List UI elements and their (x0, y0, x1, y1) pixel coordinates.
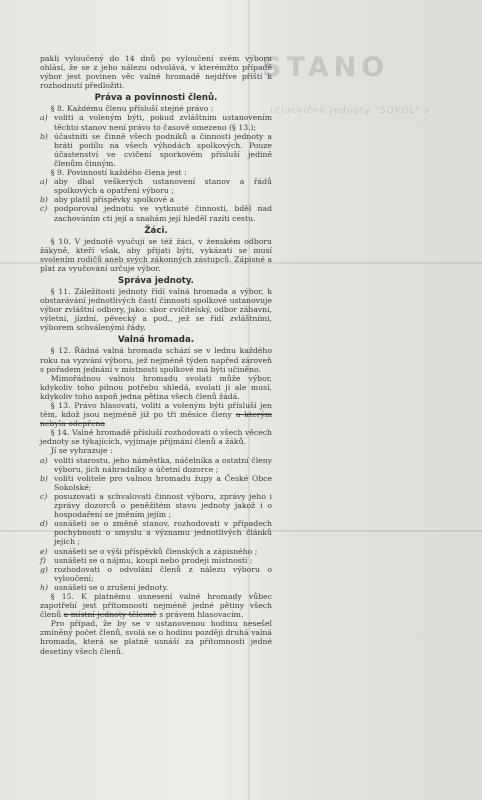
paragraph (40, 237, 272, 273)
bleed-through-title: STANO (262, 52, 390, 83)
list-item (40, 132, 272, 168)
paragraph (40, 619, 272, 655)
list-marker: a) (40, 113, 48, 123)
list-item (40, 456, 272, 474)
paragraph (40, 168, 272, 177)
list-item (40, 177, 272, 195)
paragraph (40, 287, 272, 332)
paragraph-text-continued: s právem hlasovacím. (159, 610, 244, 620)
list-item (40, 474, 272, 492)
list-marker: b) (40, 195, 48, 205)
list-item (40, 583, 272, 592)
paragraph-text: § 15. K platnému usnesení valné hromady vůbec zapotřebí jest přítomnosti nejméně jedné pětiny všech členů (40, 591, 272, 620)
section-heading: Valná hromada. (117, 335, 195, 346)
list-marker: h) (40, 582, 48, 592)
list-marker: e) (40, 546, 48, 556)
paragraph-text: pakli vyloučený do 14 dnů po vyloučení svém výboru ohlásí, že se z jeho nálezu odvolává, v kterémžto případě výbor jest povinen věc valné hromadě nejdříve příští k rozhodnutí předložiti. (40, 54, 272, 91)
list-marker: f) (40, 555, 46, 565)
list-item (40, 113, 272, 131)
struck-out-text: a místní jednoty tělesně (63, 610, 157, 620)
paragraph-text: Jí se vyhrazuje : (50, 446, 113, 456)
text-column (40, 54, 272, 656)
paragraph-text: § 14. Valné hromadě přísluší rozhodovati o všech věcech jednoty se týkajících, vyjímaje příjmání členů a žáků. (40, 428, 272, 447)
list-item-text: usnášeti se o zrušení jednoty. (54, 582, 169, 592)
list-item-text: aby platil příspěvky spolkové a (54, 195, 175, 205)
list-item-text: podporoval jednotu ve vytknuté činnosti, bděl nad zachováním cti její a snahám její hleděl raziti cestu. (54, 204, 272, 223)
list-item-text: voliti a voleným býti, pokud zvláštním ustanovením těchto stanov není právo to časově omezeno (§ 13.); (54, 113, 272, 132)
paragraph-text: § 13. Právo hlasovati, voliti a voleným býti přísluší jen těm, kdož jsou nejméně již po tři měsíce členy (40, 401, 272, 420)
list-marker: g) (40, 564, 48, 574)
list-marker: d) (40, 519, 48, 529)
list-marker: b) (40, 131, 48, 141)
paragraph-text: § 10. V jednotě vyučují se též žáci, v ženském odboru žákyně, kteří však, aby přijati býti, vykázati se musí svolením rodičů aneb svých zákonných zástupců. Zápisné a plat za vyučování určuje výbor. (40, 236, 272, 273)
list-item-text: posuzovati a schvalovati činnost výboru, zprávy jeho i zprávy dozorců o peněžitém stavu jednoty jakož i o hospodaření se jměním jejím ; (54, 491, 272, 520)
section-heading: Žáci. (144, 225, 168, 236)
list-item-text: aby dbal veškerých ustanovení stanov a řádů spolkových a opatření výboru ; (54, 177, 272, 196)
list-marker: c) (40, 491, 48, 501)
paragraph (40, 54, 272, 90)
paragraph (40, 346, 272, 373)
list-item-text: voliti starostu, jeho náměstka, náčelníka a ostatní členy výboru, jich náhradníky a účetní dozorce ; (54, 455, 272, 474)
list-item (40, 204, 272, 222)
paragraph-text: § 11. Záležitosti jednoty řídí valná hromada a výbor, k obstarávání jednotlivých částí činnosti spolkové ustanovuje výbor zvláštní odbory, jako: sbor cvičitelský, odbor zábavní, výletní, jízdní, pěvecký a pod., jež se řídí zvláštními, výborem schválenými řády. (40, 286, 272, 333)
paragraph (40, 104, 272, 113)
paragraph (40, 401, 272, 428)
list-item-text: usnášeti se o výši příspěvků členských a zápisného ; (54, 546, 258, 556)
paragraph-text: Mimořádnou valnou hromadu svolati může výbor, kdykoliv toho pilnou potřebu shledá, svolati ji ale musí, kdykoliv toho aspoň jedna pětina všech členů žádá. (40, 373, 272, 401)
paragraph-text: § 8. Každému členu přísluší stejné právo : (50, 104, 214, 114)
paragraph (40, 374, 272, 401)
list-marker: a) (40, 177, 48, 187)
list-marker: b) (40, 473, 48, 483)
bleed-through-heading (262, 36, 472, 286)
paragraph (40, 592, 272, 619)
list-item-text: voliti volitele pro valnou hromadu župy a České Obce Sokolské; (54, 473, 272, 492)
paragraph-text: § 9. Povinností každého člena jest : (50, 168, 187, 178)
paragraph (40, 446, 272, 455)
list-item-text: usnášeti se o změně stanov, rozhodovati v případech pochybnosti o smyslu a významu jednotlivých článků jejich ; (54, 519, 272, 547)
paragraph-text: § 12. Řádná valná hromada schází se v lednu každého roku na vyzvání výboru, jež nejméně týden napřed zároveň s pořadem jednání v místnosti spolkové má býti učiněno. (40, 346, 272, 374)
list-item (40, 195, 272, 204)
list-item (40, 556, 272, 565)
list-item-text: účastniti se činně všech podniků a činnosti jednoty a bráti podílu na všech výhodách spolkových. Pouze účastenství ve cvičení sporkovém přísluší jedině členům činným. (54, 131, 272, 168)
list-item-text: rozhodovati o odvolání členů z nálezu výboru o vyloučení; (54, 564, 272, 583)
list-item (40, 519, 272, 546)
list-marker: c) (40, 204, 48, 214)
list-marker: a) (40, 455, 48, 465)
section-heading: Práva a povinnosti členů. (94, 93, 218, 104)
bleed-through-subtitle: tělocvičné Jednoty "SOKOL" v (270, 106, 431, 116)
struck-out-text: a kterým nebyla odepřena (40, 410, 272, 429)
list-item (40, 565, 272, 583)
list-item-text: usnášeti se o nájmu, koupi nebo prodeji místností ; (54, 555, 253, 565)
list-item (40, 547, 272, 556)
paragraph (40, 428, 272, 446)
list-item (40, 492, 272, 519)
section-heading: Správa jednoty. (118, 275, 194, 286)
paragraph-text: Pro případ, že by se v ustanovenou hodinu nesešel zmíněný počet členů, svolá se o hodinu později druhá valná hromada, která se platně usnáší za přítomnosti jedné desetiny všech členů. (40, 619, 272, 656)
